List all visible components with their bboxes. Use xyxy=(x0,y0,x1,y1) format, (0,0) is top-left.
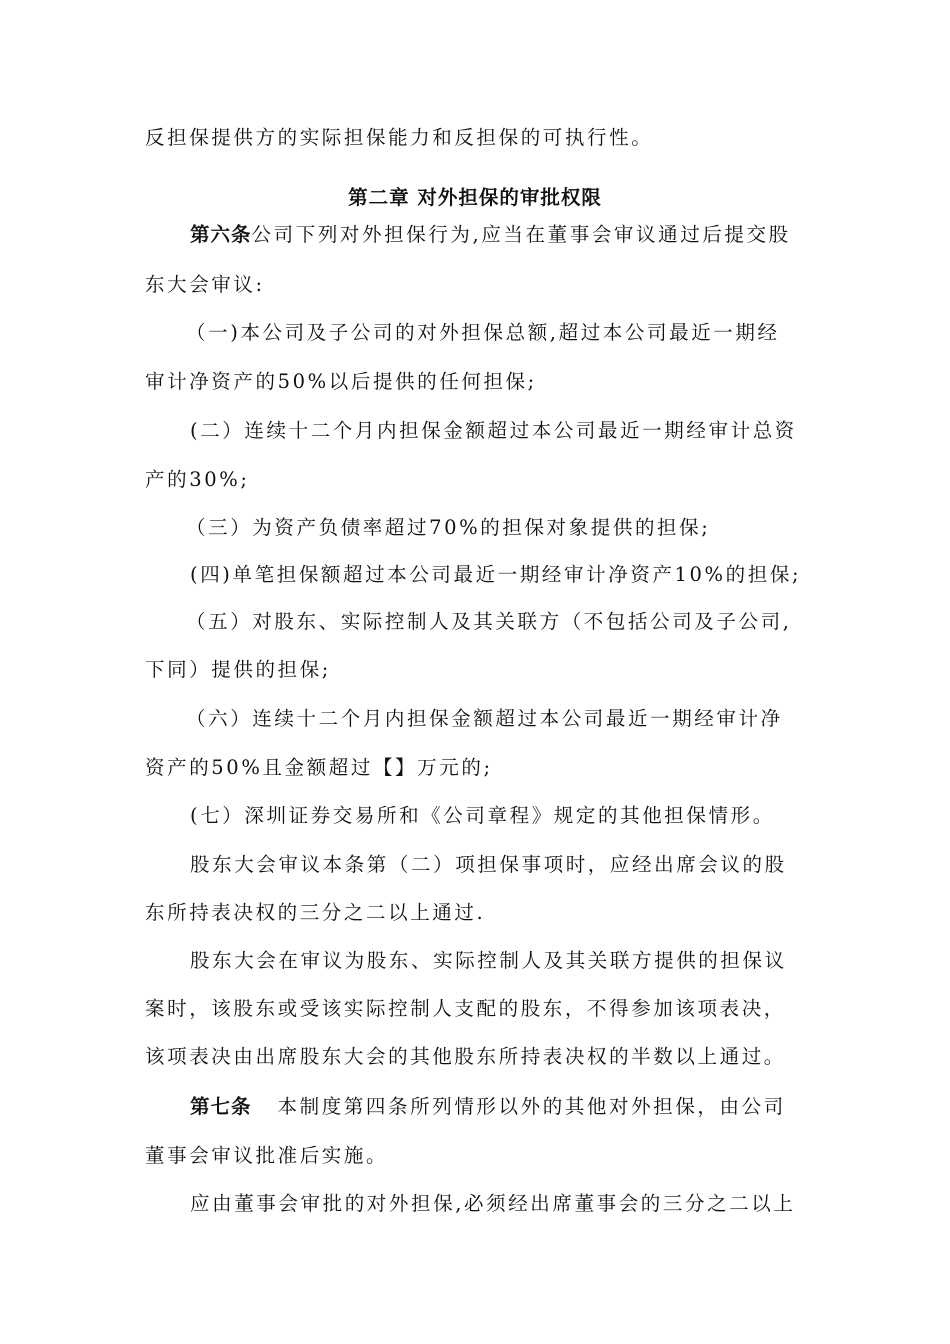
paragraph-2-line-1: 股东大会在审议为股东、实际控制人及其关联方提供的担保议 xyxy=(190,949,787,972)
text-line: 反担保提供方的实际担保能力和反担保的可执行性。 xyxy=(145,126,654,149)
list-item-2-line-1: (二）连续十二个月内担保金额超过本公司最近一期经审计总资 xyxy=(190,419,797,442)
text-line: 东大会审议: xyxy=(145,273,265,296)
article-7-label: 第七条 xyxy=(190,1095,252,1118)
list-item-1-line-1: （一)本公司及子公司的对外担保总额,超过本公司最近一期经 xyxy=(186,321,780,344)
paragraph-1-line-1: 股东大会审议本条第（二）项担保事项时，应经出席会议的股 xyxy=(190,853,787,876)
list-item-2-line-2: 产的30%; xyxy=(145,468,250,491)
list-item-6-line-2: 资产的50%且金额超过【】万元的; xyxy=(145,756,493,779)
list-item-4: (四)单笔担保额超过本公司最近一期经审计净资产10%的担保; xyxy=(190,563,802,586)
paragraph-3-line-1: 应由董事会审批的对外担保,必须经出席董事会的三分之二以上 xyxy=(190,1192,796,1215)
article-6-label: 第六条 xyxy=(190,223,252,246)
paragraph-1-line-2: 东所持表决权的三分之二以上通过. xyxy=(145,901,486,924)
list-item-5-line-2: 下同）提供的担保; xyxy=(145,658,331,681)
list-item-1-line-2: 审计净资产的50%以后提供的任何担保; xyxy=(145,370,537,393)
list-item-5-line-1: （五）对股东、实际控制人及其关联方（不包括公司及子公司, xyxy=(186,610,792,633)
article-7-text: 本制度第四条所列情形以外的其他对外担保，由公司 xyxy=(277,1095,786,1118)
list-item-6-line-1: （六）连续十二个月内担保金额超过本公司最近一期经审计净 xyxy=(186,707,783,730)
article-7-line-1 xyxy=(190,1094,810,1120)
paragraph-2-line-2: 案时，该股东或受该实际控制人支配的股东，不得参加该项表决， xyxy=(145,997,786,1020)
paragraph-2-line-3: 该项表决由出席股东大会的其他股东所持表决权的半数以上通过。 xyxy=(145,1045,786,1068)
article-6-line-1 xyxy=(190,222,810,248)
article-6-text: 公司下列对外担保行为,应当在董事会审议通过后提交股 xyxy=(251,223,791,246)
list-item-7: (七）深圳证券交易所和《公司章程》规定的其他担保情形。 xyxy=(190,804,775,827)
chapter-heading: 第二章 对外担保的审批权限 xyxy=(348,186,602,209)
list-item-3: （三）为资产负债率超过70%的担保对象提供的担保; xyxy=(186,516,711,539)
article-7-line-2: 董事会审议批准后实施。 xyxy=(145,1144,389,1167)
